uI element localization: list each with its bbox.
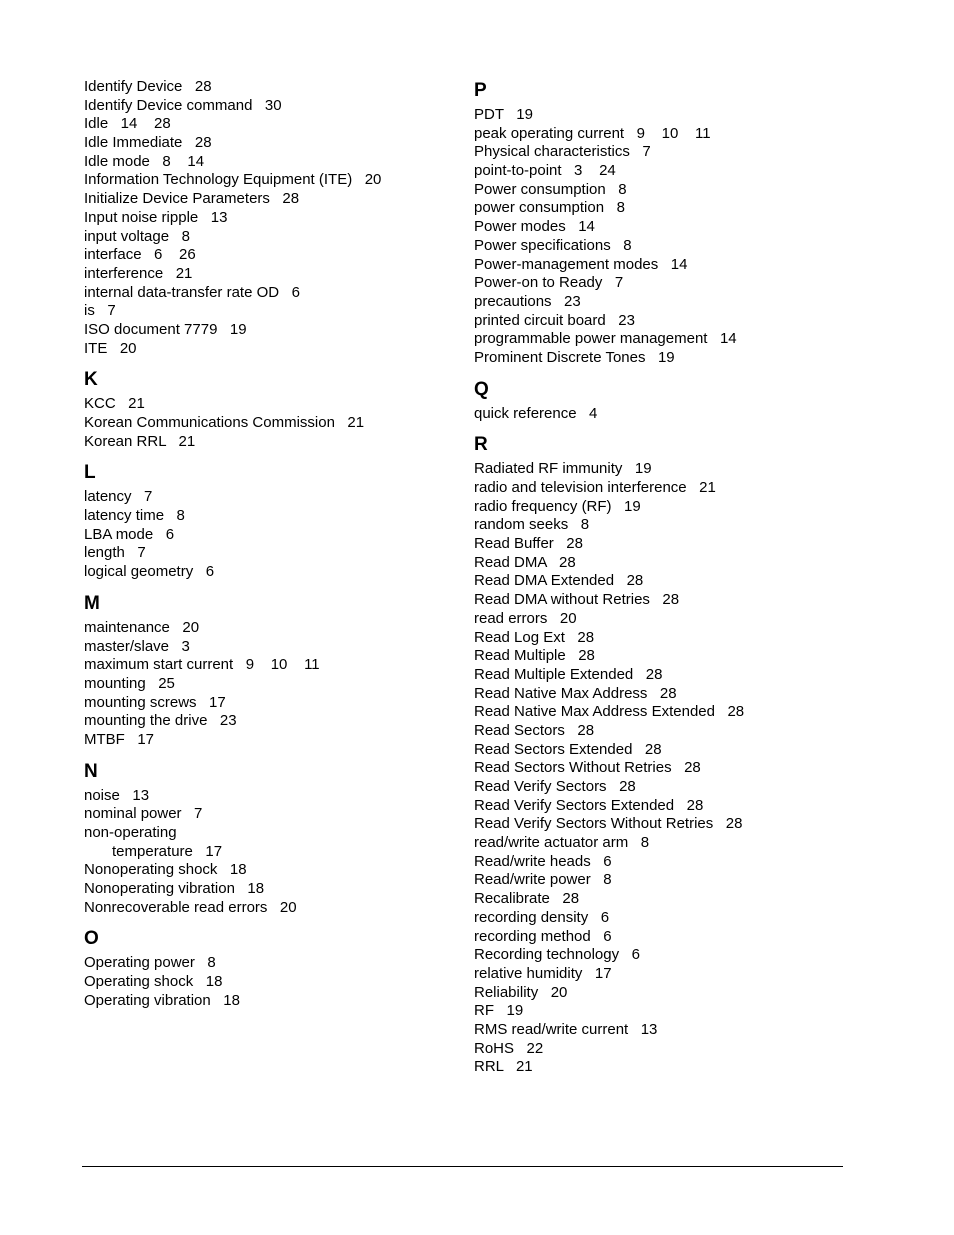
section-letter-heading: L [84,462,96,484]
index-entry: RoHS 22 [474,1039,544,1057]
index-column-left [84,78,454,1011]
index-entry: Read/write power 8 [474,871,612,889]
index-entry: Recalibrate 28 [474,890,580,908]
section-letter-heading: M [84,592,100,614]
index-entry: Read Buffer 28 [474,535,583,553]
index-entry: Read DMA 28 [474,553,576,571]
index-entry: length 7 [84,544,146,562]
index-entry: Operating power 8 [84,954,216,972]
index-entry: is 7 [84,302,116,320]
index-section-n [84,759,454,918]
index-entry: master/slave 3 [84,637,190,655]
index-entry: Operating vibration 18 [84,991,240,1009]
section-letter-heading: K [84,369,98,391]
index-entry: mounting screws 17 [84,693,226,711]
index-entry: Read Sectors Extended 28 [474,740,662,758]
index-entry: internal data-transfer rate OD 6 [84,283,300,301]
index-entry: Power specifications 8 [474,236,632,254]
section-letter-heading: N [84,760,98,782]
index-entry: Nonoperating shock 18 [84,861,247,879]
index-entry: radio frequency (RF) 19 [474,497,641,515]
index-entry: printed circuit board 23 [474,311,635,329]
index-entry: latency 7 [84,488,153,506]
index-entry: Read DMA Extended 28 [474,572,644,590]
index-entry: quick reference 4 [474,404,598,422]
footer-divider [82,1166,843,1167]
index-entry: Radiated RF immunity 19 [474,460,652,478]
index-subentry: temperature 17 [112,842,223,860]
index-entry: RRL 21 [474,1058,533,1076]
index-entry: Idle mode 8 14 [84,152,205,170]
section-letter-heading: O [84,928,99,950]
index-entry: Operating shock 18 [84,973,223,991]
section-letter-heading: P [474,80,487,101]
index-entry: RMS read/write current 13 [474,1020,658,1038]
index-entry: Recording technology 6 [474,946,640,964]
index-entry: maintenance 20 [84,618,200,636]
index-entry: Read Verify Sectors 28 [474,778,636,795]
index-entry: recording method 6 [474,927,612,945]
index-entry: Power consumption 8 [474,180,627,198]
index-entry: random seeks 8 [474,516,590,534]
index-entry: MTBF 17 [84,730,155,748]
index-entry: Power-management modes 14 [474,255,688,273]
index-entry: Read Log Ext 28 [474,628,595,646]
index-entry: Information Technology Equipment (ITE) 20 [84,171,382,189]
index-entry: relative humidity 17 [474,964,612,982]
index-entry: interference 21 [84,264,193,282]
index-entry: programmable power management 14 [474,330,737,348]
section-letter-heading: Q [474,378,489,400]
index-entry: peak operating current 9 10 11 [474,124,711,142]
index-entry: Read DMA without Retries 28 [474,591,680,609]
index-entry: recording density 6 [474,908,610,926]
index-entry: Identify Device 28 [84,78,212,95]
index-section-p [474,78,864,368]
index-entry: Read Multiple 28 [474,647,595,665]
index-entry: Identify Device command 30 [84,96,282,114]
index-column-right [474,78,864,1077]
index-entry: Korean RRL 21 [84,432,196,450]
section-letter-heading: R [474,434,488,456]
index-entry: Read Sectors 28 [474,721,595,739]
index-entry: Power-on to Ready 7 [474,274,624,292]
index-entry: Nonrecoverable read errors 20 [84,898,297,916]
index-entry: logical geometry 6 [84,563,215,581]
index-section-m [84,591,454,750]
index-entry: ITE 20 [84,339,137,357]
index-entry: Idle Immediate 28 [84,134,212,152]
index-section-q [474,377,864,424]
index-entry: Input noise ripple 13 [84,208,228,226]
index-entry: Initialize Device Parameters 28 [84,190,300,208]
index-entry: Reliability 20 [474,983,568,1001]
index-entry: Physical characteristics 7 [474,143,651,161]
index-entry: RF 19 [474,1002,524,1020]
index-section-k [84,367,454,451]
index-entry: KCC 21 [84,395,145,413]
index-entry: nominal power 7 [84,805,203,823]
index-entry: Korean Communications Commission 21 [84,414,365,431]
index-entry: read/write actuator arm 8 [474,834,650,852]
index-entry: noise 13 [84,786,150,804]
index-entry: ISO document 7779 19 [84,320,247,338]
index-entry: Nonoperating vibration 18 [84,880,265,898]
index-entry: precautions 23 [474,292,581,310]
index-entry: Read Verify Sectors Extended 28 [474,796,704,814]
index-entry: interface 6 26 [84,246,196,264]
index-entry: Prominent Discrete Tones 19 [474,348,675,366]
index-entry: mounting 25 [84,674,175,692]
index-entry: Read Verify Sectors Without Retries 28 [474,815,743,833]
index-entry: LBA mode 6 [84,525,175,543]
index-entry: Read Multiple Extended 28 [474,665,663,683]
index-entry: maximum start current 9 10 11 [84,656,320,674]
index-entry: power consumption 8 [474,199,625,217]
index-entry: Read Sectors Without Retries 28 [474,759,701,777]
index-entry: Read Native Max Address 28 [474,684,677,702]
index-entry: Read/write heads 6 [474,852,612,870]
index-entry: mounting the drive 23 [84,712,237,730]
index-section-r [474,432,864,1077]
index-section-i [84,78,454,358]
index-section-l [84,460,454,581]
index-entry: PDT 19 [474,106,533,123]
index-entry: non-operating [84,824,177,841]
index-entry: Idle 14 28 [84,115,171,133]
index-entry: Power modes 14 [474,218,595,236]
index-entry: input voltage 8 [84,227,190,245]
index-section-o [84,926,454,1010]
index-entry: latency time 8 [84,507,185,525]
index-entry: point-to-point 3 24 [474,162,616,180]
index-entry: read errors 20 [474,609,577,627]
index-entry: Read Native Max Address Extended 28 [474,703,745,721]
index-entry: radio and television interference 21 [474,479,716,496]
